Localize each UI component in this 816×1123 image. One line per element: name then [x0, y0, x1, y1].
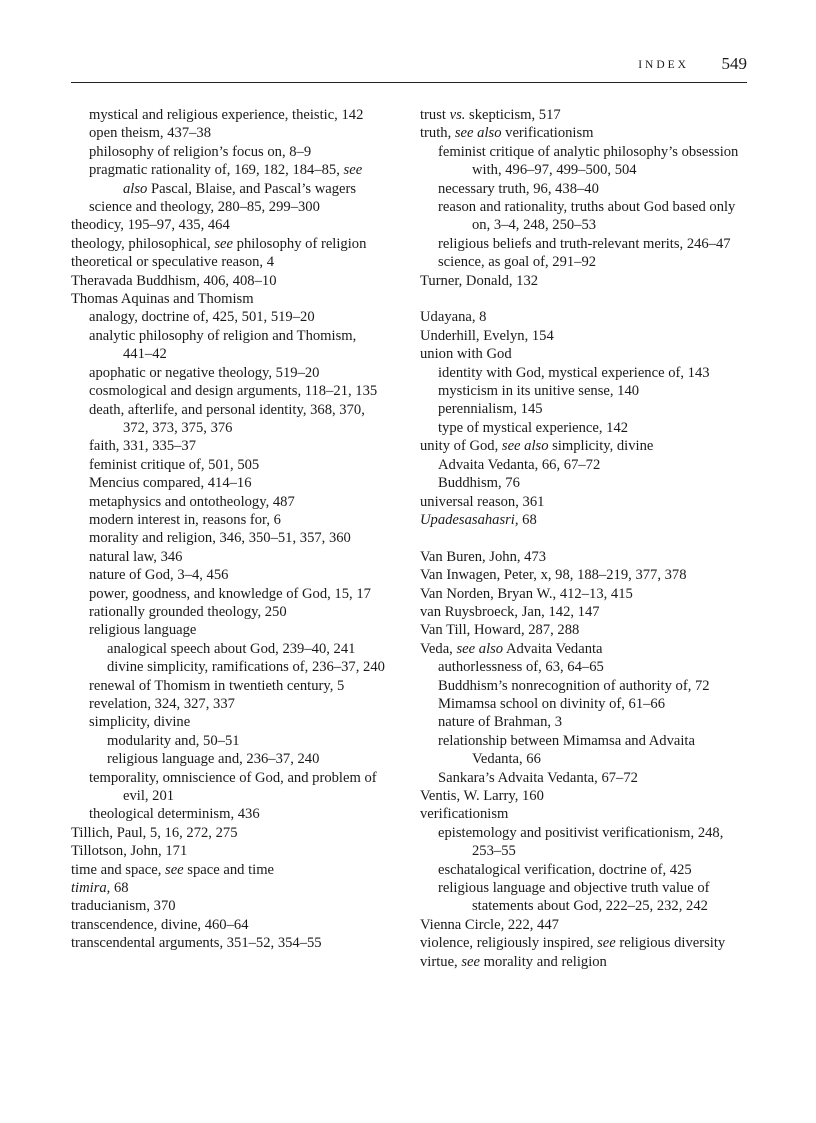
index-entry: Tillotson, John, 171: [71, 843, 188, 860]
index-subentry: temporality, omniscience of God, and problem of evil, 201: [89, 769, 377, 805]
italic-text: see: [214, 235, 233, 252]
index-entry: Ventis, W. Larry, 160: [420, 788, 544, 804]
index-entry: Tillich, Paul, 5, 16, 272, 275: [71, 824, 238, 841]
entry-text: time and space,: [71, 861, 166, 878]
entry-text: 68: [518, 511, 537, 528]
index-subentry: Mencius compared, 414–16: [89, 475, 252, 492]
italic-text: see: [461, 953, 480, 970]
entry-text: morality and religion: [479, 953, 607, 970]
index-subentry: religious language: [89, 622, 197, 639]
italic-text: timira,: [71, 880, 111, 897]
italic-text: Upadesasahasri,: [420, 511, 519, 528]
index-entry: Udayana, 8: [420, 309, 487, 326]
index-subentry: religious language and objective truth value of statements about God, 222–25, 232, 242: [438, 880, 710, 915]
entry-text: unity of God,: [420, 438, 502, 455]
index-subentry: reason and rationality, truths about God based only on, 3–4, 248, 250–53: [438, 199, 736, 234]
italic-text: see also: [454, 125, 502, 142]
index-subentry: metaphysics and ontotheology, 487: [89, 493, 295, 510]
index-subentry: Mimamsa school on divinity of, 61–66: [438, 695, 666, 712]
index-entry: Van Inwagen, Peter, x, 98, 188–219, 377, 378: [420, 567, 687, 584]
index-subentry: mysticism in its unitive sense, 140: [438, 383, 640, 400]
index-entry: theodicy, 195–97, 435, 464: [71, 217, 230, 234]
index-subentry: philosophy of religion’s focus on, 8–9: [89, 143, 312, 160]
entry-text: truth,: [420, 125, 455, 142]
index-subentry: authorlessness of, 63, 64–65: [438, 659, 604, 676]
entry-text: violence, religiously inspired,: [420, 935, 598, 952]
entry-text: theology, philosophical,: [71, 235, 215, 252]
index-subentry: [71, 161, 389, 198]
index-subentry: science and theology, 280–85, 299–300: [89, 199, 320, 216]
index-subentry: epistemology and positivist verificationism, 248, 253–55: [438, 824, 724, 860]
entry-text: Pascal, Blaise, and Pascal’s wagers: [147, 180, 357, 197]
index-entry: transcendence, divine, 460–64: [71, 916, 249, 933]
running-header: [71, 56, 747, 83]
entry-text: religious diversity: [615, 935, 726, 952]
index-subentry: revelation, 324, 327, 337: [89, 696, 235, 712]
index-subentry: Advaita Vedanta, 66, 67–72: [438, 456, 601, 473]
index-subentry: feminist critique of, 501, 505: [89, 456, 260, 473]
index-subentry: analogy, doctrine of, 425, 501, 519–20: [89, 309, 315, 326]
index-entry: Van Norden, Bryan W., 412–13, 415: [420, 585, 633, 602]
italic-text: see also: [501, 438, 549, 455]
index-subentry: feminist critique of analytic philosophy’s obsession with, 496–97, 499–500, 504: [438, 143, 739, 179]
index-entry: [71, 861, 389, 879]
index-entry: [420, 106, 747, 124]
index-entry: traducianism, 370: [71, 898, 176, 915]
entry-text: trust: [420, 107, 450, 123]
letter-group-gap: [420, 290, 747, 308]
italic-text: see: [597, 935, 616, 952]
index-subentry: analytic philosophy of religion and Thomism, 441–42: [89, 327, 357, 363]
index-subentry: Buddhism, 76: [438, 475, 520, 492]
index-column-right: [420, 106, 747, 971]
entry-text: Advaita Vedanta: [503, 640, 603, 657]
index-subentry: necessary truth, 96, 438–40: [438, 180, 599, 197]
index-entry: union with God: [420, 346, 512, 363]
index-entry: [420, 511, 747, 529]
index-entry: transcendental arguments, 351–52, 354–55: [71, 935, 322, 952]
index-entry: van Ruysbroeck, Jan, 142, 147: [420, 603, 600, 620]
index-subentry: natural law, 346: [89, 548, 183, 565]
page-number: 549: [721, 54, 747, 73]
index-subentry: apophatic or negative theology, 519–20: [89, 364, 320, 381]
index-entry: Theravada Buddhism, 406, 408–10: [71, 272, 277, 289]
index-subentry: Sankara’s Advaita Vedanta, 67–72: [438, 769, 638, 786]
letter-group-gap: [420, 529, 747, 547]
italic-text: see: [165, 861, 184, 878]
index-entry: Van Buren, John, 473: [420, 548, 547, 565]
entry-text: philosophy of religion: [233, 235, 367, 252]
index-subentry: religious language and, 236–37, 240: [107, 751, 320, 768]
index-subentry: faith, 331, 335–37: [89, 438, 197, 455]
index-subentry: Buddhism’s nonrecognition of authority of, 72: [438, 677, 710, 694]
index-subentry: religious beliefs and truth-relevant merits, 246–47: [438, 235, 731, 252]
entry-text: simplicity, divine: [548, 438, 654, 455]
index-entry: universal reason, 361: [420, 493, 545, 510]
index-subentry: cosmological and design arguments, 118–21, 135: [89, 383, 378, 400]
index-subentry: morality and religion, 346, 350–51, 357, 360: [89, 530, 351, 547]
index-entry: theoretical or speculative reason, 4: [71, 254, 275, 271]
italic-text: see also: [456, 640, 504, 657]
index-subentry: modularity and, 50–51: [107, 732, 240, 749]
index-subentry: eschatalogical verification, doctrine of, 425: [438, 861, 692, 878]
index-subentry: analogical speech about God, 239–40, 241: [107, 640, 356, 657]
index-subentry: perennialism, 145: [438, 401, 543, 418]
index-entry: Vienna Circle, 222, 447: [420, 916, 559, 933]
entry-text: virtue,: [420, 953, 462, 970]
index-subentry: relationship between Mimamsa and Advaita Vedanta, 66: [438, 732, 695, 768]
index-subentry: modern interest in, reasons for, 6: [89, 511, 281, 528]
index-entry: [420, 934, 747, 952]
entry-text: Veda,: [420, 640, 457, 657]
index-subentry: nature of God, 3–4, 456: [89, 567, 229, 584]
index-subentry: theological determinism, 436: [89, 806, 260, 823]
index-entry: [420, 640, 747, 658]
italic-text: see also: [123, 162, 363, 197]
index-entry: [71, 879, 389, 897]
index-subentry: type of mystical experience, 142: [438, 419, 629, 436]
index-entry: Turner, Donald, 132: [420, 272, 539, 289]
entry-text: space and time: [183, 861, 275, 878]
entry-text: verificationism: [501, 125, 594, 142]
entry-text: pragmatic rationality of, 169, 182, 184–85,: [89, 162, 344, 179]
index-subentry: rationally grounded theology, 250: [89, 603, 287, 620]
index-subentry: death, afterlife, and personal identity, 368, 370, 372, 373, 375, 376: [89, 401, 365, 436]
index-entry: [420, 437, 747, 455]
index-subentry: divine simplicity, ramifications of, 236–37, 240: [107, 659, 385, 676]
index-entry: Underhill, Evelyn, 154: [420, 327, 554, 344]
index-subentry: science, as goal of, 291–92: [438, 254, 597, 271]
entry-text: skepticism, 517: [465, 107, 561, 123]
entry-text: 68: [110, 880, 129, 897]
index-entry: Van Till, Howard, 287, 288: [420, 622, 580, 639]
index-entry: [420, 124, 747, 142]
italic-text: vs.: [449, 107, 466, 123]
index-subentry: open theism, 437–38: [89, 125, 212, 142]
index-entry: verificationism: [420, 806, 509, 823]
index-subentry: power, goodness, and knowledge of God, 15, 17: [89, 585, 371, 602]
running-header-label: INDEX: [638, 59, 689, 71]
index-subentry: renewal of Thomism in twentieth century, 5: [89, 677, 345, 694]
index-column-left: [71, 106, 389, 953]
index-entry: [71, 235, 389, 253]
index-subentry: nature of Brahman, 3: [438, 714, 563, 731]
index-subentry: mystical and religious experience, theistic, 142: [89, 107, 364, 123]
index-subentry: identity with God, mystical experience of, 143: [438, 364, 710, 381]
index-subentry: simplicity, divine: [89, 714, 191, 731]
index-entry: Thomas Aquinas and Thomism: [71, 291, 254, 308]
index-entry: [420, 953, 747, 971]
